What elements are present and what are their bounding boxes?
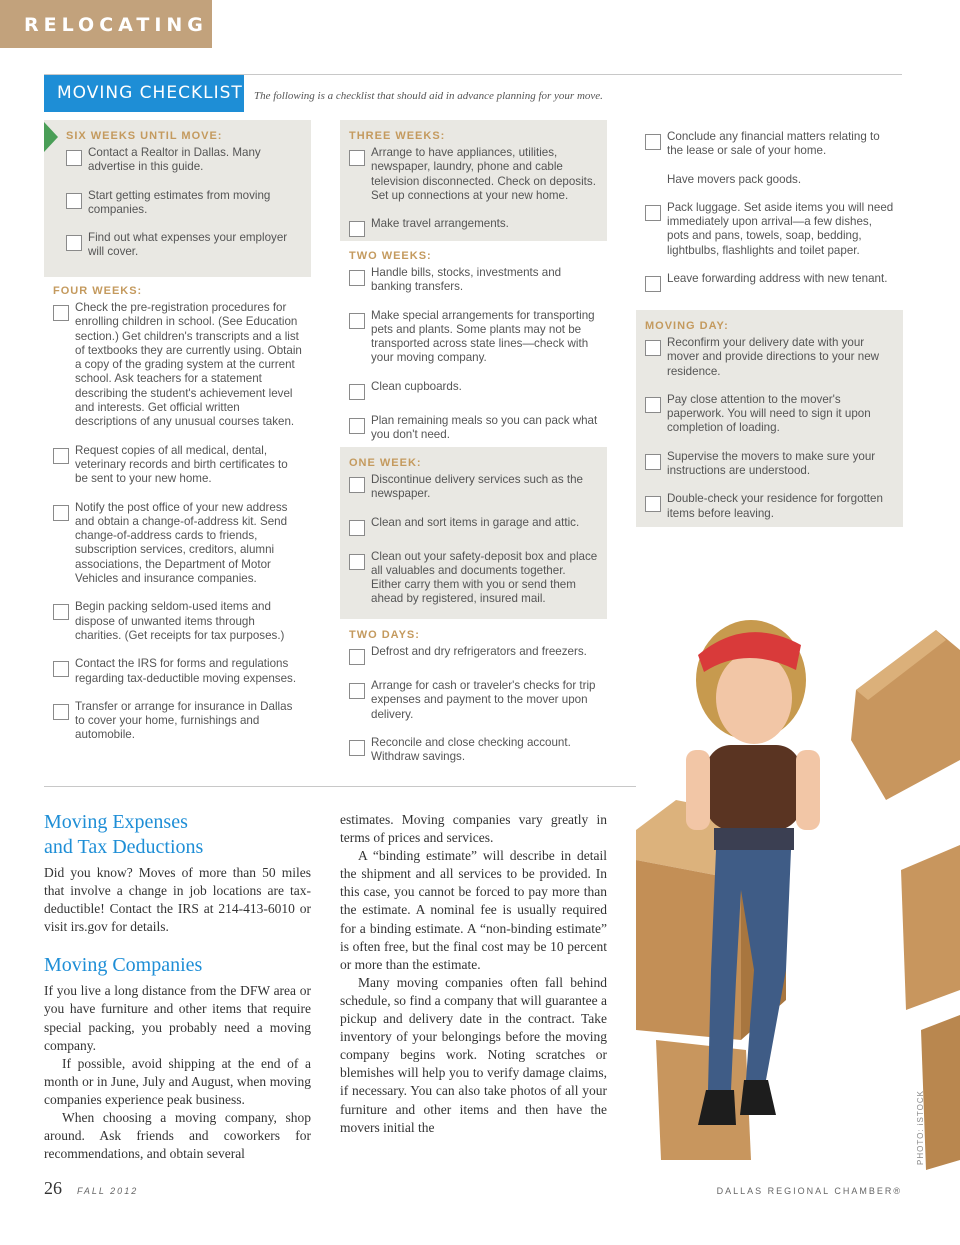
item-text: Find out what expenses your employer will cover.: [88, 231, 288, 259]
item-text: Transfer or arrange for insurance in Dallas to cover your home, furnishings and automobile.: [75, 699, 293, 742]
checklist-item: [66, 189, 302, 218]
item-text: Reconcile and close checking account. Withdraw savings.: [371, 735, 571, 764]
page-number: 26: [44, 1178, 62, 1198]
checklist-item: [349, 414, 598, 443]
checklist-item: [645, 173, 894, 187]
checklist-item: [53, 444, 302, 487]
section-heading: TWO WEEKS:: [349, 250, 432, 262]
item-text: Clean cupboards.: [371, 379, 462, 393]
checkbox[interactable]: [349, 418, 365, 434]
item-text: Handle bills, stocks, investments and banking transfers.: [371, 266, 562, 294]
checkbox[interactable]: [349, 221, 365, 237]
checkbox[interactable]: [349, 313, 365, 329]
section-moving-continued: [636, 120, 903, 310]
checkbox[interactable]: [349, 270, 365, 286]
checklist-column-3: [636, 120, 903, 527]
checklist-item: [349, 736, 598, 765]
checklist-item: [645, 393, 894, 436]
section-arrow-icon: [44, 122, 58, 152]
item-text: Conclude any financial matters relating to the lease or sale of your home.: [667, 130, 880, 158]
checkbox[interactable]: [349, 554, 365, 570]
checkbox[interactable]: [645, 340, 661, 356]
companies-heading: Moving Companies: [44, 954, 203, 977]
checkbox[interactable]: [53, 505, 69, 521]
item-text: Clean out your safety-deposit box and place all valuables and documents together. Either carry them with you or send them ahead by registered, insured mail.: [371, 549, 598, 606]
checklist-item: [645, 272, 894, 292]
issue-label: FALL 2012: [77, 1186, 139, 1196]
item-text: Contact a Realtor in Dallas. Many advertise in this guide.: [88, 146, 261, 174]
checkbox[interactable]: [349, 683, 365, 699]
checklist-column-2: [340, 120, 607, 774]
checklist-item: [349, 146, 598, 203]
photo-credit: PHOTO: iSTOCK: [916, 1090, 925, 1165]
checklist-item: [53, 301, 302, 430]
checklist-item: [349, 473, 598, 502]
item-text: Pack luggage. Set aside items you will need immediately upon arrival—a few dishes, pots and pans, towels, soap, bedding, lightbulbs, flashlights and toilet paper.: [667, 200, 894, 257]
item-text: Leave forwarding address with new tenant.: [667, 272, 888, 286]
checklist-item: [645, 450, 894, 479]
checklist-subtitle: The following is a checklist that should aid in advance planning for your move.: [254, 90, 603, 102]
item-text: Clean and sort items in garage and attic.: [371, 515, 580, 529]
item-text: Check the pre-registration procedures for enrolling children in school. (See Education section.) Get children's transcripts and a list of textbooks they are currently using. Obtain a copy of the grading system at the current school. Ask teachers for a statement describing the student's achievement level and interests. Get official written descriptions of any unusual courses taken.: [75, 301, 302, 429]
checklist-item: [349, 550, 598, 607]
checkbox[interactable]: [53, 305, 69, 321]
checkbox[interactable]: [349, 740, 365, 756]
checklist-item: [53, 657, 302, 686]
checklist-item: [349, 645, 598, 665]
companies-paragraph: When choosing a moving company, shop around. Ask friends and coworkers for recommendations, and obtain several: [44, 1110, 311, 1162]
item-text: Arrange for cash or traveler's checks for trip expenses and payment to the mover upon delivery.: [371, 679, 596, 721]
companies-paragraph: If you live a long distance from the DFW area or you have furniture and other items that require special packing, you probably need a moving company.: [44, 983, 311, 1053]
checkbox[interactable]: [53, 661, 69, 677]
section-heading: THREE WEEKS:: [349, 130, 446, 142]
checklist-item: [53, 700, 302, 743]
article-paragraph: A “binding estimate” will describe in detail the shipment and all services to be provided. In this case, you cannot be forced to pay more than the estimate. A nominal fee is usually required for a binding estimate. A “non-binding estimate” is often free, but the final cost may be 10 percent or more than the estimate.: [340, 848, 607, 972]
section-heading: TWO DAYS:: [349, 629, 420, 641]
item-text: Double-check your residence for forgotten items before leaving.: [667, 492, 883, 520]
checkbox[interactable]: [53, 448, 69, 464]
item-text: Start getting estimates from moving companies.: [88, 188, 271, 216]
item-text: Reconfirm your delivery date with your mover and provide directions to your new residence.: [667, 336, 880, 378]
item-text: Request copies of all medical, dental, veterinary records and birth certificates to be sent to your new home.: [75, 443, 288, 486]
checklist-column-1: [44, 120, 311, 753]
article-rule: [44, 786, 636, 787]
item-text: Have movers pack goods.: [667, 172, 802, 186]
checklist-item: [349, 380, 598, 400]
checkbox[interactable]: [645, 134, 661, 150]
checkbox[interactable]: [349, 150, 365, 166]
checklist-item: [645, 130, 894, 159]
checklist-item: [349, 679, 598, 722]
item-text: Make travel arrangements.: [371, 217, 509, 231]
item-text: Notify the post office of your new address and obtain a change-of-address kit. Send change-of-address cards to friends, subscription services, creditors, alumni associations, the Department of Motor Vehicles and insurance companies.: [75, 500, 288, 586]
expenses-heading-line1: Moving Expenses: [44, 811, 188, 833]
section-moving-day: [636, 310, 903, 527]
checkbox[interactable]: [53, 704, 69, 720]
article-paragraph: estimates. Moving companies vary greatly in terms of prices and services.: [340, 812, 607, 846]
checkbox[interactable]: [645, 496, 661, 512]
item-text: Begin packing seldom-used items and dispose of unwanted items through charities. (Get receipts for tax purposes.): [75, 600, 285, 642]
checkbox[interactable]: [53, 604, 69, 620]
checkbox[interactable]: [645, 454, 661, 470]
checklist-item: [645, 201, 894, 258]
checklist-item: [349, 266, 598, 295]
companies-paragraph: If possible, avoid shipping at the end of a month or in June, July and August, when moving companies experience peak business.: [44, 1055, 311, 1107]
checklist-item: [349, 217, 598, 237]
section-two-days: [340, 619, 607, 774]
item-text: Plan remaining meals so you can pack what you don't need.: [371, 413, 598, 442]
checklist-item: [349, 516, 598, 536]
expenses-heading-line2: and Tax Deductions: [44, 836, 204, 858]
article-column-2: [340, 811, 607, 1137]
checklist-item: [349, 309, 598, 366]
article-paragraph: Many moving companies often fall behind schedule, so find a company that will guarantee a pickup and delivery date in the contract. Take inventory of your belongings before the moving company begins work. Noting scratches or blemishes will help you to verify damage claims, if necessary. You can also take photos of all your furniture and other items and then have the movers initial the: [340, 974, 607, 1135]
publication-name: DALLAS REGIONAL CHAMBER®: [716, 1186, 902, 1196]
item-text: Defrost and dry refrigerators and freezers.: [371, 645, 587, 658]
checkbox[interactable]: [645, 276, 661, 292]
section-four-weeks: [44, 277, 311, 753]
item-text: Supervise the movers to make sure your instructions are understood.: [667, 449, 876, 478]
checklist-item: [66, 146, 302, 175]
checklist-item: [66, 231, 302, 260]
photo-illustration: [636, 560, 960, 1170]
section-two-weeks: [340, 241, 607, 447]
expenses-body: Did you know? Moves of more than 50 miles that involve a change in job locations are tax-deductible! Contact the IRS at 214-413-6010 or visit irs.gov for details.: [44, 865, 311, 935]
checkbox[interactable]: [66, 193, 82, 209]
checklist-title: MOVING CHECKLIST: [44, 75, 244, 112]
checklist-item: [645, 492, 894, 521]
checkbox[interactable]: [349, 520, 365, 536]
section-heading: FOUR WEEKS:: [53, 285, 143, 297]
item-text: Arrange to have appliances, utilities, newspaper, laundry, phone and cable television disconnected. Check on deposits. Set up connections at your new home.: [371, 146, 596, 202]
section-one-week: [340, 447, 607, 619]
section-heading: ONE WEEK:: [349, 457, 422, 469]
checkbox[interactable]: [349, 477, 365, 493]
item-text: Contact the IRS for forms and regulations regarding tax-deductible moving expenses.: [75, 657, 297, 685]
section-heading: MOVING DAY:: [645, 320, 729, 332]
section-three-weeks: [340, 120, 607, 241]
article-column-1: [44, 810, 311, 1163]
checklist-item: [53, 600, 302, 643]
section-heading: SIX WEEKS UNTIL MOVE:: [66, 130, 223, 142]
item-text: Discontinue delivery services such as the newspaper.: [371, 473, 584, 501]
item-text: Make special arrangements for transporting pets and plants. Some plants may not be transported across state lines—check with your moving company.: [371, 308, 595, 365]
section-six-weeks: [44, 120, 311, 277]
checkbox[interactable]: [645, 205, 661, 221]
woman-on-boxes-photo: [636, 560, 960, 1170]
checkbox[interactable]: [645, 397, 661, 413]
section-tab: RELOCATING: [0, 0, 212, 48]
checklist-item: [53, 501, 302, 587]
item-text: Pay close attention to the mover's paperwork. You will need to sign it upon completion of loading.: [667, 392, 871, 435]
checkbox[interactable]: [66, 150, 82, 166]
checkbox[interactable]: [349, 384, 365, 400]
checkbox[interactable]: [349, 649, 365, 665]
checkbox[interactable]: [66, 235, 82, 251]
checklist-item: [645, 336, 894, 379]
